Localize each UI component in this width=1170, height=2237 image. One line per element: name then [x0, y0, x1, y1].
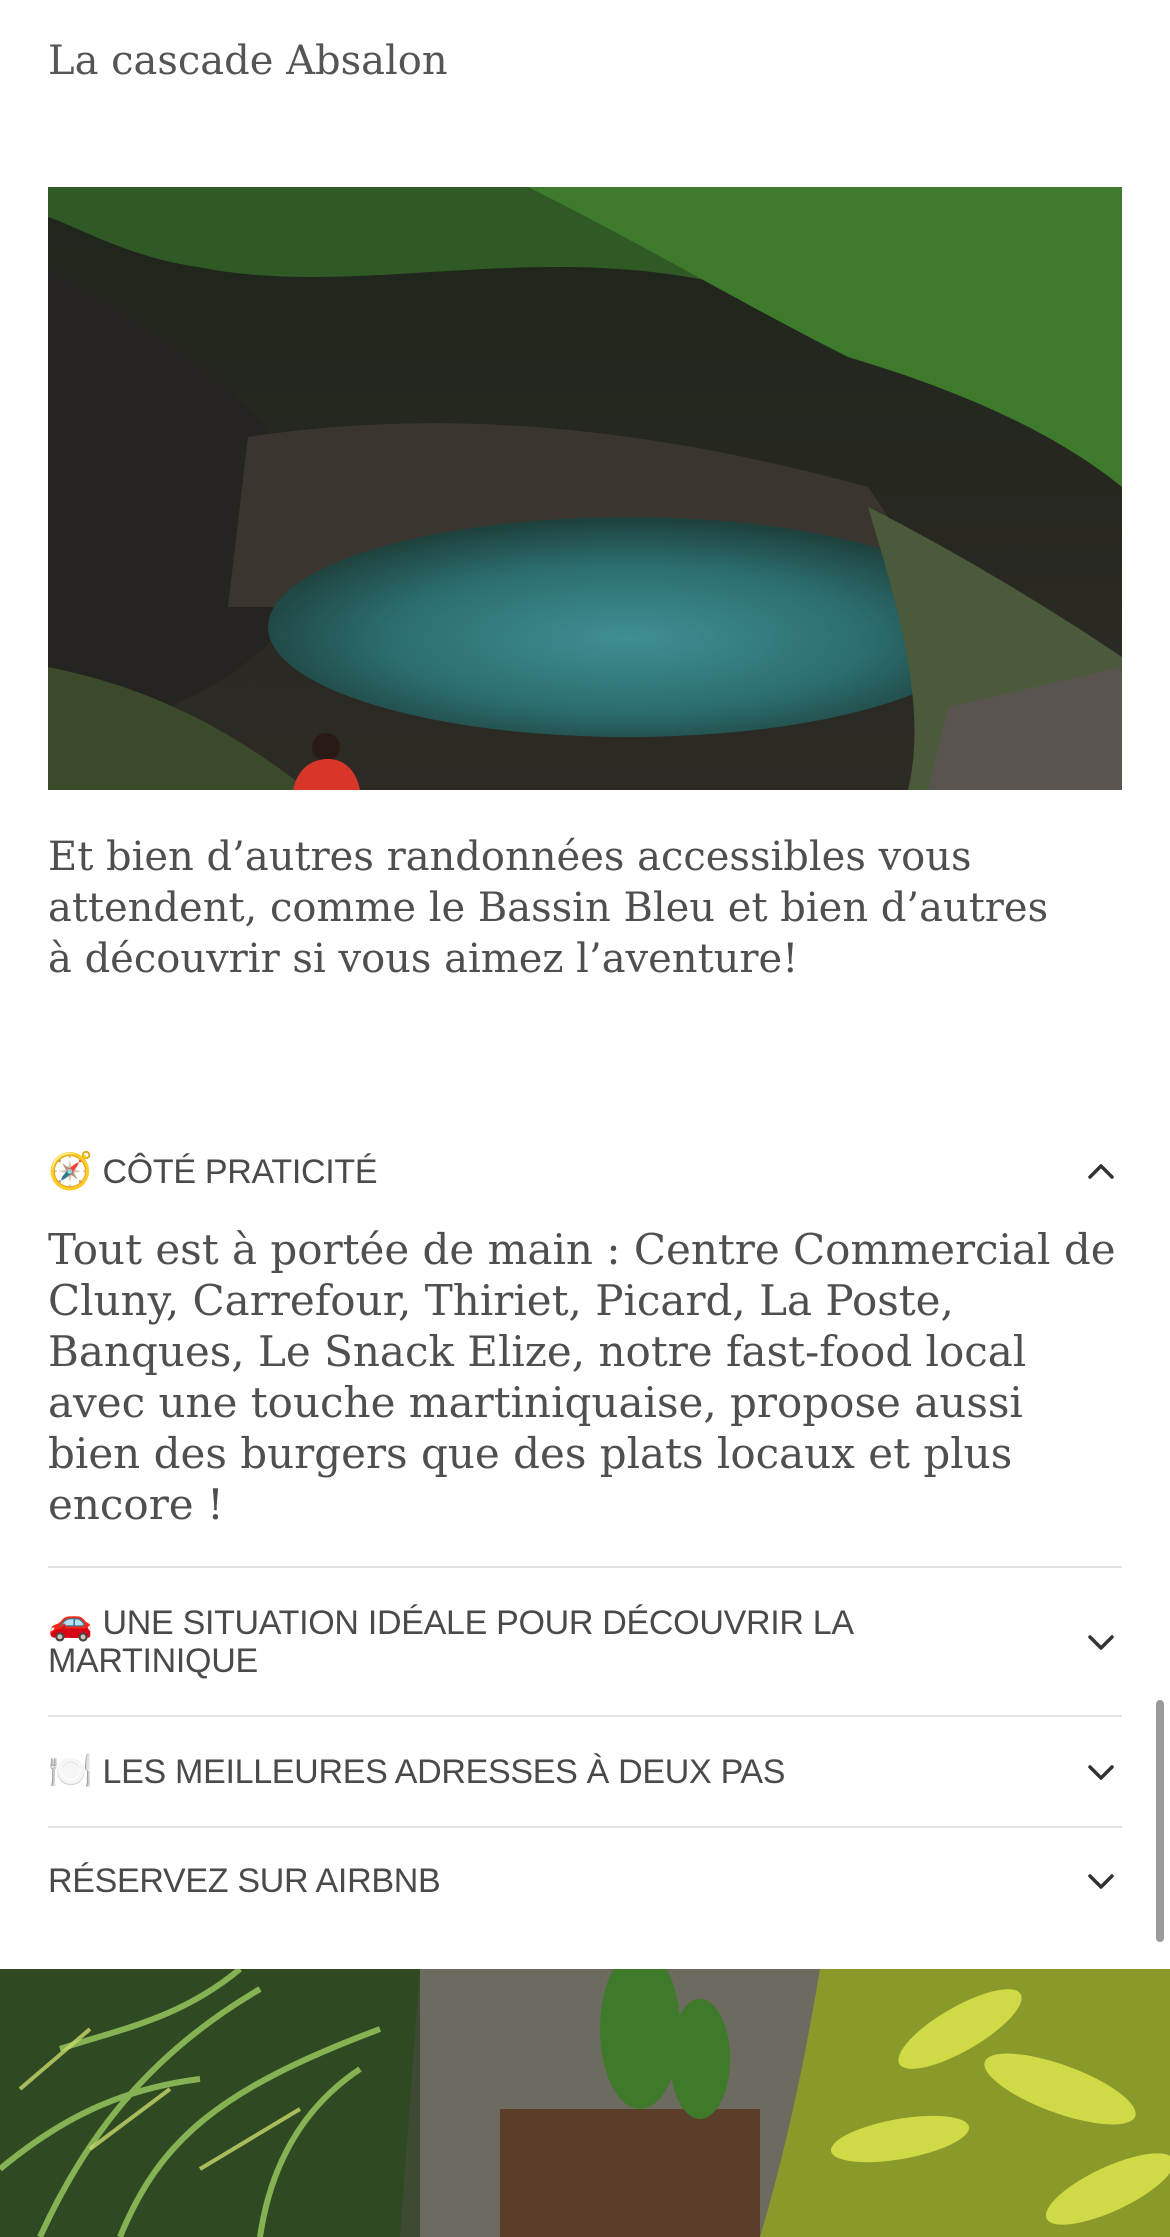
waterfall-pool-photo	[48, 187, 1122, 790]
image-caption: La cascade Absalon	[48, 38, 448, 84]
accordion-title-text: CÔTÉ PRATICITÉ	[102, 1153, 378, 1191]
info-accordion	[48, 1140, 1122, 1934]
accordion-title-text: LES MEILLEURES ADRESSES À DEUX PAS	[102, 1752, 786, 1791]
plate-icon: 🍽️	[48, 1750, 93, 1792]
intro-paragraph: Et bien d’autres randonnées accessibles vous attendent, comme le Bassin Bleu et bien d’autres à découvrir si vous aimez l’aventure!	[48, 834, 1049, 982]
accordion-item-airbnb	[48, 1828, 1122, 1934]
accordion-header-adresses[interactable]	[48, 1717, 1122, 1826]
chevron-down-icon[interactable]	[1084, 1864, 1118, 1898]
accordion-item-situation	[48, 1568, 1122, 1717]
accordion-item-adresses	[48, 1717, 1122, 1828]
accordion-body-praticite: Tout est à portée de main : Centre Commercial de Cluny, Carrefour, Thiriet, Picard, La Poste, Banques, Le Snack Elize, notre fast-food local avec une touche martiniquaise, propose aussi bien des burgers que des plats locaux et plus encore !	[48, 1225, 1116, 1529]
chevron-up-icon[interactable]	[1084, 1155, 1118, 1189]
accordion-header-praticite[interactable]	[48, 1140, 1122, 1204]
chevron-down-icon[interactable]	[1084, 1755, 1118, 1789]
chevron-down-icon[interactable]	[1084, 1625, 1118, 1659]
scrollbar-thumb[interactable]	[1156, 1700, 1164, 1942]
accordion-header-airbnb[interactable]	[48, 1828, 1122, 1934]
accordion-title-situation	[48, 1601, 948, 1680]
accordion-title-text: UNE SITUATION IDÉALE POUR DÉCOUVRIR LA MARTINIQUE	[48, 1603, 852, 1680]
accordion-title-airbnb: RÉSERVEZ SUR AIRBNB	[48, 1862, 441, 1900]
tropical-garden-photo	[0, 1969, 1170, 2237]
accordion-title-praticite	[48, 1153, 377, 1191]
accordion-item-praticite	[48, 1140, 1122, 1568]
compass-icon: 🧭	[48, 1151, 93, 1192]
accordion-title-adresses	[48, 1750, 786, 1792]
accordion-header-situation[interactable]	[48, 1568, 1122, 1715]
car-icon: 🚗	[48, 1601, 93, 1643]
